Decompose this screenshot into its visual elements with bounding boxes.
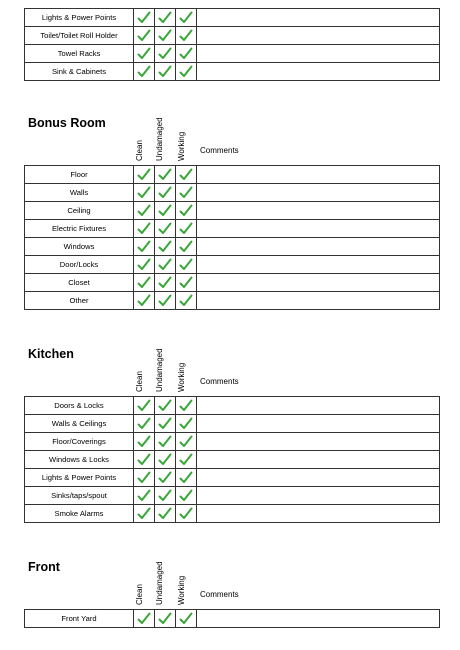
checklist-table bbox=[24, 165, 440, 310]
working-checkbox[interactable] bbox=[176, 292, 197, 310]
check-mark-icon bbox=[158, 29, 172, 42]
clean-checkbox[interactable] bbox=[134, 27, 155, 45]
row-label: Windows bbox=[25, 238, 134, 256]
undamaged-checkbox[interactable] bbox=[155, 9, 176, 27]
check-mark-icon bbox=[158, 186, 172, 199]
working-checkbox[interactable] bbox=[176, 238, 197, 256]
check-mark-icon bbox=[137, 399, 151, 412]
working-checkbox[interactable] bbox=[176, 27, 197, 45]
check-mark-icon bbox=[179, 222, 193, 235]
row-label: Sinks/taps/spout bbox=[25, 487, 134, 505]
table-row bbox=[25, 415, 440, 433]
check-mark-icon bbox=[137, 453, 151, 466]
column-header-comments: Comments bbox=[200, 146, 239, 155]
column-header-clean: Clean bbox=[135, 371, 144, 392]
working-checkbox[interactable] bbox=[176, 202, 197, 220]
comments-field[interactable] bbox=[197, 220, 440, 238]
column-header-working: Working bbox=[177, 575, 186, 605]
clean-checkbox[interactable] bbox=[134, 610, 155, 628]
comments-field[interactable] bbox=[197, 45, 440, 63]
table-row bbox=[25, 166, 440, 184]
check-mark-icon bbox=[179, 186, 193, 199]
working-checkbox[interactable] bbox=[176, 505, 197, 523]
row-label: Closet bbox=[25, 274, 134, 292]
check-mark-icon bbox=[158, 240, 172, 253]
column-header-working: Working bbox=[177, 131, 186, 161]
row-label: Towel Racks bbox=[25, 45, 134, 63]
undamaged-checkbox[interactable] bbox=[155, 469, 176, 487]
undamaged-checkbox[interactable] bbox=[155, 274, 176, 292]
comments-field[interactable] bbox=[197, 166, 440, 184]
comments-field[interactable] bbox=[197, 184, 440, 202]
check-mark-icon bbox=[179, 240, 193, 253]
clean-checkbox[interactable] bbox=[134, 487, 155, 505]
clean-checkbox[interactable] bbox=[134, 505, 155, 523]
table-row bbox=[25, 433, 440, 451]
table-row bbox=[25, 220, 440, 238]
check-mark-icon bbox=[158, 435, 172, 448]
table-row bbox=[25, 63, 440, 81]
row-label: Doors & Locks bbox=[25, 397, 134, 415]
row-label: Floor/Coverings bbox=[25, 433, 134, 451]
table-row bbox=[25, 292, 440, 310]
check-mark-icon bbox=[158, 471, 172, 484]
working-checkbox[interactable] bbox=[176, 610, 197, 628]
check-mark-icon bbox=[179, 47, 193, 60]
check-mark-icon bbox=[158, 258, 172, 271]
check-mark-icon bbox=[179, 65, 193, 78]
check-mark-icon bbox=[158, 489, 172, 502]
comments-field[interactable] bbox=[197, 487, 440, 505]
undamaged-checkbox[interactable] bbox=[155, 487, 176, 505]
comments-field[interactable] bbox=[197, 238, 440, 256]
table-row bbox=[25, 610, 440, 628]
check-mark-icon bbox=[179, 399, 193, 412]
row-label: Toilet/Toilet Roll Holder bbox=[25, 27, 134, 45]
check-mark-icon bbox=[179, 435, 193, 448]
clean-checkbox[interactable] bbox=[134, 166, 155, 184]
clean-checkbox[interactable] bbox=[134, 9, 155, 27]
table-row bbox=[25, 487, 440, 505]
row-label: Lights & Power Points bbox=[25, 469, 134, 487]
comments-field[interactable] bbox=[197, 415, 440, 433]
working-checkbox[interactable] bbox=[176, 9, 197, 27]
table-row bbox=[25, 505, 440, 523]
undamaged-checkbox[interactable] bbox=[155, 433, 176, 451]
undamaged-checkbox[interactable] bbox=[155, 27, 176, 45]
check-mark-icon bbox=[179, 276, 193, 289]
column-header-undamaged: Undamaged bbox=[155, 117, 164, 161]
check-mark-icon bbox=[137, 612, 151, 625]
check-mark-icon bbox=[158, 294, 172, 307]
working-checkbox[interactable] bbox=[176, 166, 197, 184]
clean-checkbox[interactable] bbox=[134, 202, 155, 220]
check-mark-icon bbox=[137, 29, 151, 42]
check-mark-icon bbox=[137, 489, 151, 502]
undamaged-checkbox[interactable] bbox=[155, 166, 176, 184]
row-label: Smoke Alarms bbox=[25, 505, 134, 523]
working-checkbox[interactable] bbox=[176, 274, 197, 292]
check-mark-icon bbox=[137, 435, 151, 448]
table-row bbox=[25, 469, 440, 487]
comments-field[interactable] bbox=[197, 292, 440, 310]
check-mark-icon bbox=[137, 294, 151, 307]
comments-field[interactable] bbox=[197, 9, 440, 27]
column-header-undamaged: Undamaged bbox=[155, 561, 164, 605]
column-header-comments: Comments bbox=[200, 377, 239, 386]
working-checkbox[interactable] bbox=[176, 433, 197, 451]
check-mark-icon bbox=[179, 204, 193, 217]
check-mark-icon bbox=[137, 417, 151, 430]
table-row bbox=[25, 45, 440, 63]
check-mark-icon bbox=[179, 453, 193, 466]
check-mark-icon bbox=[158, 222, 172, 235]
check-mark-icon bbox=[137, 186, 151, 199]
check-mark-icon bbox=[179, 168, 193, 181]
clean-checkbox[interactable] bbox=[134, 238, 155, 256]
check-mark-icon bbox=[158, 204, 172, 217]
clean-checkbox[interactable] bbox=[134, 274, 155, 292]
check-mark-icon bbox=[179, 294, 193, 307]
clean-checkbox[interactable] bbox=[134, 433, 155, 451]
undamaged-checkbox[interactable] bbox=[155, 220, 176, 238]
clean-checkbox[interactable] bbox=[134, 220, 155, 238]
section-title: Kitchen bbox=[28, 347, 74, 361]
row-label: Ceiling bbox=[25, 202, 134, 220]
comments-field[interactable] bbox=[197, 433, 440, 451]
column-header-comments: Comments bbox=[200, 590, 239, 599]
row-label: Walls bbox=[25, 184, 134, 202]
check-mark-icon bbox=[179, 489, 193, 502]
check-mark-icon bbox=[158, 47, 172, 60]
clean-checkbox[interactable] bbox=[134, 415, 155, 433]
section-title: Bonus Room bbox=[28, 116, 106, 130]
check-mark-icon bbox=[137, 65, 151, 78]
comments-field[interactable] bbox=[197, 505, 440, 523]
row-label: Other bbox=[25, 292, 134, 310]
column-header-working: Working bbox=[177, 362, 186, 392]
check-mark-icon bbox=[158, 612, 172, 625]
check-mark-icon bbox=[158, 65, 172, 78]
row-label: Lights & Power Points bbox=[25, 9, 134, 27]
section-title: Front bbox=[28, 560, 60, 574]
row-label: Floor bbox=[25, 166, 134, 184]
check-mark-icon bbox=[137, 222, 151, 235]
comments-field[interactable] bbox=[197, 274, 440, 292]
comments-field[interactable] bbox=[197, 469, 440, 487]
check-mark-icon bbox=[137, 276, 151, 289]
check-mark-icon bbox=[137, 240, 151, 253]
clean-checkbox[interactable] bbox=[134, 451, 155, 469]
row-label: Front Yard bbox=[25, 610, 134, 628]
row-label: Sink & Cabinets bbox=[25, 63, 134, 81]
undamaged-checkbox[interactable] bbox=[155, 184, 176, 202]
check-mark-icon bbox=[179, 471, 193, 484]
working-checkbox[interactable] bbox=[176, 184, 197, 202]
check-mark-icon bbox=[179, 417, 193, 430]
comments-field[interactable] bbox=[197, 610, 440, 628]
column-header-clean: Clean bbox=[135, 584, 144, 605]
checklist-table bbox=[24, 609, 440, 628]
table-row bbox=[25, 202, 440, 220]
column-header-undamaged: Undamaged bbox=[155, 348, 164, 392]
check-mark-icon bbox=[158, 453, 172, 466]
check-mark-icon bbox=[179, 612, 193, 625]
check-mark-icon bbox=[137, 471, 151, 484]
row-label: Windows & Locks bbox=[25, 451, 134, 469]
comments-field[interactable] bbox=[197, 397, 440, 415]
undamaged-checkbox[interactable] bbox=[155, 505, 176, 523]
working-checkbox[interactable] bbox=[176, 45, 197, 63]
check-mark-icon bbox=[137, 47, 151, 60]
checklist-table bbox=[24, 8, 440, 81]
check-mark-icon bbox=[179, 11, 193, 24]
clean-checkbox[interactable] bbox=[134, 256, 155, 274]
check-mark-icon bbox=[158, 276, 172, 289]
table-row bbox=[25, 274, 440, 292]
clean-checkbox[interactable] bbox=[134, 184, 155, 202]
undamaged-checkbox[interactable] bbox=[155, 256, 176, 274]
check-mark-icon bbox=[137, 204, 151, 217]
working-checkbox[interactable] bbox=[176, 256, 197, 274]
check-mark-icon bbox=[158, 417, 172, 430]
undamaged-checkbox[interactable] bbox=[155, 610, 176, 628]
clean-checkbox[interactable] bbox=[134, 397, 155, 415]
check-mark-icon bbox=[137, 11, 151, 24]
comments-field[interactable] bbox=[197, 451, 440, 469]
check-mark-icon bbox=[158, 168, 172, 181]
row-label: Electric Fixtures bbox=[25, 220, 134, 238]
clean-checkbox[interactable] bbox=[134, 63, 155, 81]
row-label: Walls & Ceilings bbox=[25, 415, 134, 433]
undamaged-checkbox[interactable] bbox=[155, 45, 176, 63]
working-checkbox[interactable] bbox=[176, 487, 197, 505]
undamaged-checkbox[interactable] bbox=[155, 238, 176, 256]
undamaged-checkbox[interactable] bbox=[155, 415, 176, 433]
undamaged-checkbox[interactable] bbox=[155, 451, 176, 469]
clean-checkbox[interactable] bbox=[134, 469, 155, 487]
comments-field[interactable] bbox=[197, 256, 440, 274]
check-mark-icon bbox=[158, 507, 172, 520]
column-header-clean: Clean bbox=[135, 140, 144, 161]
table-row bbox=[25, 27, 440, 45]
checklist-table bbox=[24, 396, 440, 523]
undamaged-checkbox[interactable] bbox=[155, 292, 176, 310]
table-row bbox=[25, 184, 440, 202]
table-row bbox=[25, 256, 440, 274]
table-row bbox=[25, 451, 440, 469]
table-row bbox=[25, 9, 440, 27]
clean-checkbox[interactable] bbox=[134, 45, 155, 63]
check-mark-icon bbox=[179, 507, 193, 520]
row-label: Door/Locks bbox=[25, 256, 134, 274]
working-checkbox[interactable] bbox=[176, 63, 197, 81]
undamaged-checkbox[interactable] bbox=[155, 202, 176, 220]
comments-field[interactable] bbox=[197, 63, 440, 81]
comments-field[interactable] bbox=[197, 202, 440, 220]
check-mark-icon bbox=[137, 258, 151, 271]
check-mark-icon bbox=[158, 11, 172, 24]
check-mark-icon bbox=[179, 258, 193, 271]
working-checkbox[interactable] bbox=[176, 397, 197, 415]
check-mark-icon bbox=[137, 168, 151, 181]
working-checkbox[interactable] bbox=[176, 415, 197, 433]
table-row bbox=[25, 238, 440, 256]
undamaged-checkbox[interactable] bbox=[155, 63, 176, 81]
check-mark-icon bbox=[179, 29, 193, 42]
working-checkbox[interactable] bbox=[176, 469, 197, 487]
clean-checkbox[interactable] bbox=[134, 292, 155, 310]
undamaged-checkbox[interactable] bbox=[155, 397, 176, 415]
working-checkbox[interactable] bbox=[176, 220, 197, 238]
check-mark-icon bbox=[158, 399, 172, 412]
check-mark-icon bbox=[137, 507, 151, 520]
working-checkbox[interactable] bbox=[176, 451, 197, 469]
table-row bbox=[25, 397, 440, 415]
comments-field[interactable] bbox=[197, 27, 440, 45]
